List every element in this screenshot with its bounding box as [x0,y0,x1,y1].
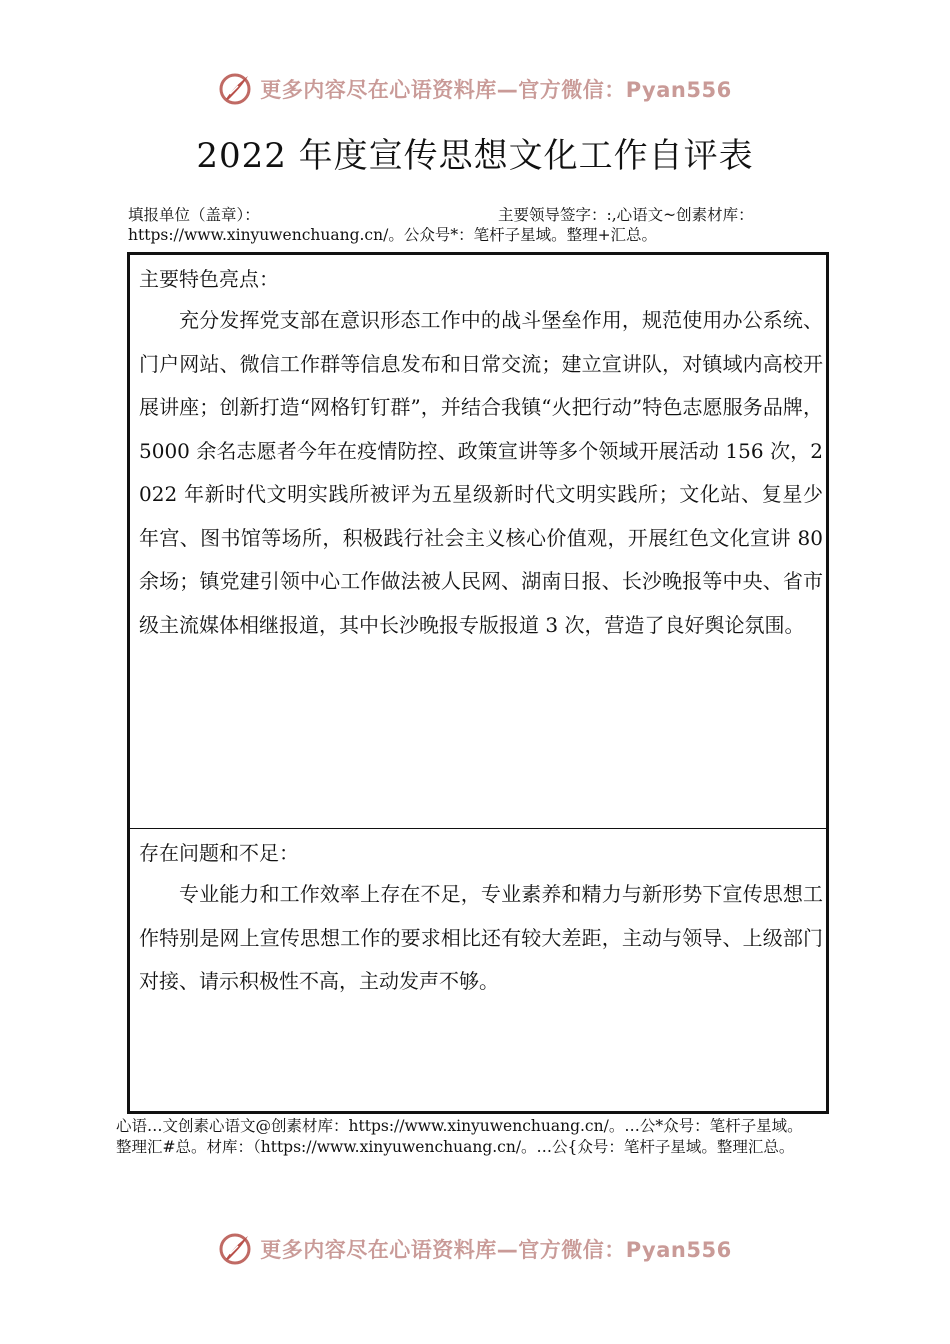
watermark-bottom [0,1232,950,1266]
source-info-line: https://www.xinyuwenchuang.cn/。公众号*：笔杆子星域。整理+汇总。 [128,226,658,244]
problems-heading: 存在问题和不足： [139,841,299,865]
problems-section [130,829,826,1111]
footer-line-2: 整理汇#总。材库：（https://www.xinyuwenchuang.cn/。…公{众号：笔杆子星域。整理汇总。 [116,1138,795,1156]
evaluation-table [127,252,829,1114]
highlights-section [130,255,826,829]
quill-logo-icon [218,1232,252,1266]
problems-body: 专业能力和工作效率上存在不足，专业素养和精力与新形势下宣传思想工作特别是网上宣传思想工作的要求相比还有较大差距，主动与领导、上级部门对接、请示积极性不高，主动发声不够。 [139,882,823,993]
quill-logo-icon [218,72,252,106]
footer-line-1: 心语…文创素心语文@创素材库：https://www.xinyuwenchuang.cn/。…公*众号：笔杆子星域。 [116,1117,803,1135]
reporting-unit-label: 填报单位（盖章）： [128,206,260,224]
highlights-heading: 主要特色亮点： [139,267,279,291]
watermark-top [0,72,950,106]
page-title: 2022 年度宣传思想文化工作自评表 [196,136,754,176]
leader-signature-label: 主要领导签字：:,心语文~创素材库： [498,206,754,224]
highlights-body: 充分发挥党支部在意识形态工作中的战斗堡垒作用，规范使用办公系统、门户网站、微信工作群等信息发布和日常交流；建立宣讲队，对镇域内高校开展讲座；创新打造“网格钉钉群”，并结合我镇“火把行动”特色志愿服务品牌，5000 余名志愿者今年在疫情防控、政策宣讲等多个领域开展活动 156 次，2022 年新时代文明实践所被评为五星级新时代文明实践所；文化站、复星少年宫、图书馆等场所，积极践行社会主义核心价值观，开展红色文化宣讲 80 余场；镇党建引领中心工作做法被人民网、湖南日报、长沙晚报等中央、省市级主流媒体相继报道，其中长沙晚报专版报道 3 次，营造了良好舆论氛围。 [139,308,823,637]
watermark-text: 更多内容尽在心语资料库—官方微信：Pyan556 [260,78,732,102]
watermark-text: 更多内容尽在心语资料库—官方微信：Pyan556 [260,1238,732,1262]
